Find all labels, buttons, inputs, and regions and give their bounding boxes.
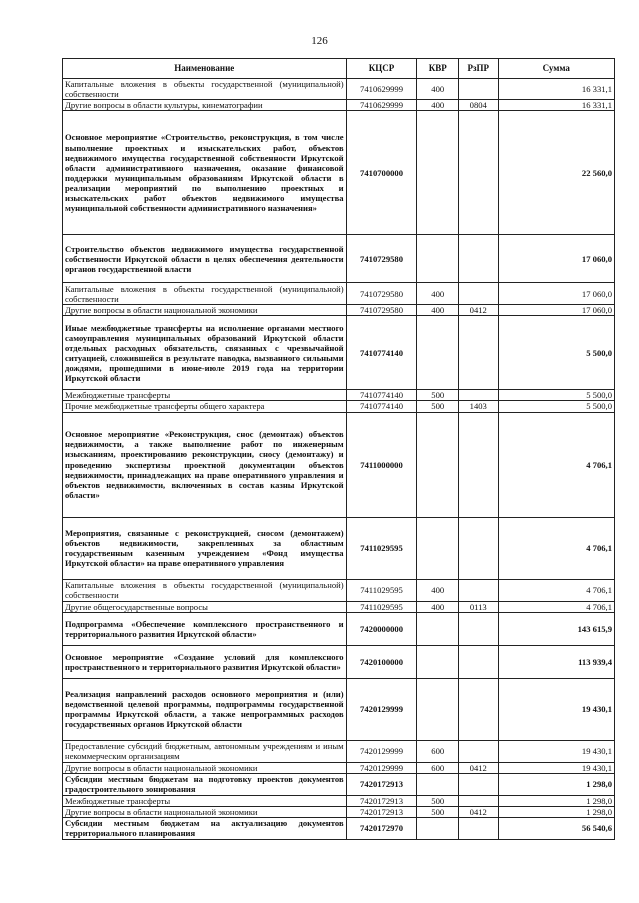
header-kvr: КВР: [417, 59, 459, 79]
cell-name: Подпрограмма «Обеспечение комплексного пространственного и территориального развития Иркутской области»: [63, 612, 347, 645]
cell-kvr: [417, 817, 459, 839]
cell-name: Мероприятия, связанные с реконструкцией, сносом (демонтажем) объектов недвижимости, закрепленных за областным государственным казенным учреждением «Фонд имущества Иркутской области» на праве оперативного управления: [63, 517, 347, 579]
cell-rzpr: [459, 645, 499, 678]
table-row: [63, 817, 615, 839]
cell-name: Другие общегосударственные вопросы: [63, 601, 347, 612]
cell-kvr: 400: [417, 579, 459, 601]
cell-kcsr: 7420100000: [346, 645, 417, 678]
cell-sum: 1 298,0: [498, 773, 615, 795]
cell-name: Основное мероприятие «Создание условий для комплексного пространственного и территориального развития Иркутской области»: [63, 645, 347, 678]
cell-kcsr: 7411029595: [346, 579, 417, 601]
cell-sum: 17 060,0: [498, 235, 615, 283]
table-row: [63, 316, 615, 390]
header-sum: Сумма: [498, 59, 615, 79]
cell-sum: 22 560,0: [498, 111, 615, 235]
cell-rzpr: [459, 579, 499, 601]
cell-kvr: [417, 412, 459, 517]
cell-name: Межбюджетные трансферты: [63, 795, 347, 806]
cell-rzpr: 0412: [459, 806, 499, 817]
cell-sum: 19 430,1: [498, 762, 615, 773]
table-row: [63, 645, 615, 678]
cell-name: Субсидии местным бюджетам на актуализацию документов территориального планирования: [63, 817, 347, 839]
header-name: Наименование: [63, 59, 347, 79]
cell-rzpr: [459, 390, 499, 401]
cell-kvr: [417, 316, 459, 390]
cell-kcsr: 7410774140: [346, 390, 417, 401]
table-row: [63, 79, 615, 100]
cell-kcsr: 7410729580: [346, 235, 417, 283]
cell-rzpr: 0412: [459, 305, 499, 316]
cell-sum: 17 060,0: [498, 283, 615, 305]
table-row: [63, 235, 615, 283]
table-row: [63, 740, 615, 762]
table-row: [63, 401, 615, 412]
header-rzpr: РзПР: [459, 59, 499, 79]
cell-kcsr: 7420129999: [346, 762, 417, 773]
cell-sum: 56 540,6: [498, 817, 615, 839]
cell-rzpr: [459, 740, 499, 762]
cell-name: Прочие межбюджетные трансферты общего характера: [63, 401, 347, 412]
cell-kvr: 400: [417, 283, 459, 305]
cell-sum: 1 298,0: [498, 806, 615, 817]
cell-name: Предоставление субсидий бюджетным, автономным учреждениям и иным некоммерческим организациям: [63, 740, 347, 762]
table-row: [63, 795, 615, 806]
cell-kcsr: 7410629999: [346, 79, 417, 100]
cell-name: Основное мероприятие «Строительство, реконструкция, в том числе выполнение проектных и изыскательских работ, объектов недвижимого имущества государственной собственности Иркутской области административного назначения, оказание финансовой поддержки муниципальным образованиям Иркутской области в реализации мероприятий по выполнению проектных и изыскательских работ объектов недвижимого имущества муниципальной собственности административного назначения»: [63, 111, 347, 235]
cell-rzpr: [459, 678, 499, 740]
cell-rzpr: [459, 412, 499, 517]
table-row: [63, 762, 615, 773]
cell-sum: 4 706,1: [498, 579, 615, 601]
cell-name: Строительство объектов недвижимого имущества государственной собственности Иркутской области в целях обеспечения деятельности органов государственной власти: [63, 235, 347, 283]
cell-rzpr: [459, 316, 499, 390]
budget-table: [62, 58, 615, 840]
cell-kvr: 500: [417, 401, 459, 412]
cell-sum: 143 615,9: [498, 612, 615, 645]
cell-name: Другие вопросы в области культуры, кинематографии: [63, 100, 347, 111]
cell-kvr: 600: [417, 762, 459, 773]
cell-sum: 19 430,1: [498, 678, 615, 740]
cell-sum: 5 500,0: [498, 390, 615, 401]
cell-rzpr: 0113: [459, 601, 499, 612]
cell-sum: 4 706,1: [498, 601, 615, 612]
cell-name: Капитальные вложения в объекты государственной (муниципальной) собственности: [63, 579, 347, 601]
cell-sum: 5 500,0: [498, 401, 615, 412]
cell-kvr: 500: [417, 806, 459, 817]
cell-kvr: [417, 111, 459, 235]
cell-sum: 1 298,0: [498, 795, 615, 806]
cell-sum: 4 706,1: [498, 517, 615, 579]
cell-kcsr: 7410729580: [346, 283, 417, 305]
cell-kcsr: 7420129999: [346, 740, 417, 762]
cell-name: Основное мероприятие «Реконструкция, снос (демонтаж) объектов недвижимости, а также выполнение работ по инженерным изысканиям, проектированию реконструкции, сносу (демонтажу) и проведению экспертизы проектной документации объектов недвижимости, принадлежащих на праве оперативного управления и объектов недвижимости, включенных в состав казны Иркутской области»: [63, 412, 347, 517]
cell-sum: 16 331,1: [498, 100, 615, 111]
table-row: [63, 305, 615, 316]
header-kcsr: КЦСР: [346, 59, 417, 79]
table-row: [63, 100, 615, 111]
cell-kvr: [417, 235, 459, 283]
cell-kcsr: 7420129999: [346, 678, 417, 740]
cell-sum: 16 331,1: [498, 79, 615, 100]
cell-kcsr: 7411000000: [346, 412, 417, 517]
table-row: [63, 579, 615, 601]
cell-rzpr: [459, 773, 499, 795]
table-row: [63, 678, 615, 740]
cell-rzpr: 0412: [459, 762, 499, 773]
cell-name: Другие вопросы в области национальной экономики: [63, 305, 347, 316]
cell-rzpr: 0804: [459, 100, 499, 111]
cell-kcsr: 7411029595: [346, 601, 417, 612]
table-row: [63, 773, 615, 795]
cell-sum: 17 060,0: [498, 305, 615, 316]
cell-kcsr: 7420172970: [346, 817, 417, 839]
cell-rzpr: [459, 517, 499, 579]
table-row: [63, 806, 615, 817]
cell-rzpr: [459, 817, 499, 839]
cell-kvr: 500: [417, 795, 459, 806]
cell-kvr: [417, 645, 459, 678]
table-row: [63, 517, 615, 579]
cell-kvr: [417, 678, 459, 740]
table-header-row: [63, 59, 615, 79]
cell-kcsr: 7420000000: [346, 612, 417, 645]
table-row: [63, 412, 615, 517]
cell-rzpr: 1403: [459, 401, 499, 412]
cell-name: Иные межбюджетные трансферты на исполнение органами местного самоуправления муниципальных образований Иркутской области отдельных расходных обязательств, связанных с чрезвычайной ситуацией, сложившейся в результате паводка, вызванного сильными дождями, прошедшими в июне-июле 2019 года на территории Иркутской области: [63, 316, 347, 390]
cell-name: Капитальные вложения в объекты государственной (муниципальной) собственности: [63, 283, 347, 305]
cell-rzpr: [459, 283, 499, 305]
cell-kcsr: 7411029595: [346, 517, 417, 579]
cell-name: Капитальные вложения в объекты государственной (муниципальной) собственности: [63, 79, 347, 100]
cell-sum: 19 430,1: [498, 740, 615, 762]
cell-kvr: [417, 773, 459, 795]
cell-sum: 113 939,4: [498, 645, 615, 678]
table-row: [63, 390, 615, 401]
page-number: 126: [311, 35, 328, 47]
table-row: [63, 283, 615, 305]
cell-kcsr: 7410729580: [346, 305, 417, 316]
cell-name: Другие вопросы в области национальной экономики: [63, 762, 347, 773]
cell-kvr: 400: [417, 100, 459, 111]
cell-kcsr: 7410774140: [346, 316, 417, 390]
cell-sum: 5 500,0: [498, 316, 615, 390]
cell-rzpr: [459, 111, 499, 235]
cell-kcsr: 7410700000: [346, 111, 417, 235]
cell-kcsr: 7410629999: [346, 100, 417, 111]
cell-kvr: 400: [417, 79, 459, 100]
cell-name: Реализация направлений расходов основного мероприятия и (или) ведомственной целевой программы, подпрограммы государственной программы Иркутской области, а также непрограммных расходов государственных органов Иркутской области: [63, 678, 347, 740]
cell-rzpr: [459, 235, 499, 283]
cell-name: Другие вопросы в области национальной экономики: [63, 806, 347, 817]
table-row: [63, 111, 615, 235]
cell-sum: 4 706,1: [498, 412, 615, 517]
table-row: [63, 601, 615, 612]
cell-kvr: [417, 517, 459, 579]
cell-kvr: 400: [417, 601, 459, 612]
cell-kvr: 500: [417, 390, 459, 401]
cell-kcsr: 7420172913: [346, 773, 417, 795]
cell-kcsr: 7420172913: [346, 795, 417, 806]
cell-kvr: 400: [417, 305, 459, 316]
cell-kcsr: 7410774140: [346, 401, 417, 412]
table-row: [63, 612, 615, 645]
cell-rzpr: [459, 79, 499, 100]
cell-rzpr: [459, 795, 499, 806]
cell-kvr: [417, 612, 459, 645]
cell-name: Субсидии местным бюджетам на подготовку проектов документов градостроительного зонирования: [63, 773, 347, 795]
cell-name: Межбюджетные трансферты: [63, 390, 347, 401]
cell-kcsr: 7420172913: [346, 806, 417, 817]
cell-rzpr: [459, 612, 499, 645]
cell-kvr: 600: [417, 740, 459, 762]
